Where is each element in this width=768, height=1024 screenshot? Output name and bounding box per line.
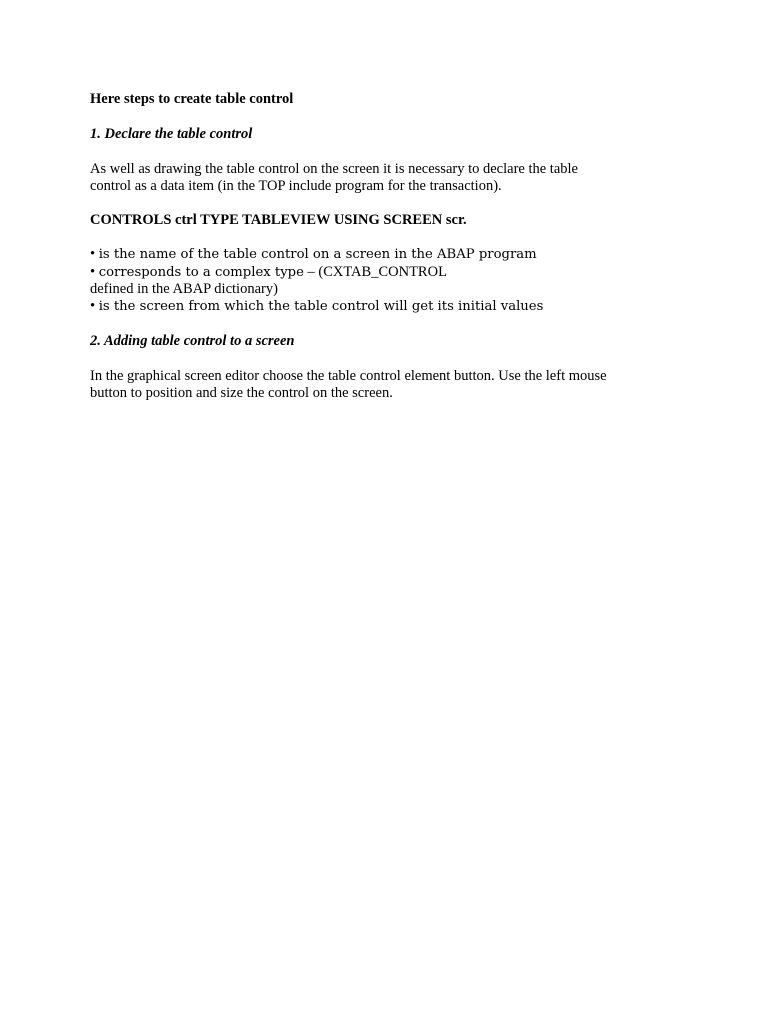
bullet-1-text: is the name of the table control on a screen in the ABAP program [98,247,537,262]
code-statement: CONTROLS ctrl TYPE TABLEVIEW USING SCREEN scr. [90,212,467,228]
section-2-paragraph-line-1: In the graphical screen editor choose the table control element button. Use the left mouse [90,368,607,384]
bullet-item-1 [90,245,537,264]
bullet-2-continuation: defined in the ABAP dictionary) [90,281,278,297]
bullet-icon: • [90,298,96,314]
bullet-icon: • [90,246,96,262]
bullet-2-text: corresponds to a complex type [98,265,304,280]
section-1-paragraph-line-1: As well as drawing the table control on the screen it is necessary to declare the table [90,161,578,177]
section-1-paragraph-line-2: control as a data item (in the TOP include program for the transaction). [90,178,502,194]
bullet-3-text: is the screen from which the table control will get its initial values [98,299,544,314]
document-title: Here steps to create table control [90,91,294,107]
section-2-heading: 2. Adding table control to a screen [90,333,295,349]
section-1-heading: 1. Declare the table control [90,126,253,142]
bullet-icon: • [90,264,96,280]
bullet-item-3 [90,297,543,316]
section-2-paragraph-line-2: button to position and size the control on the screen. [90,385,393,401]
bullet-2-type-text: – (CXTAB_CONTROL [307,264,447,280]
